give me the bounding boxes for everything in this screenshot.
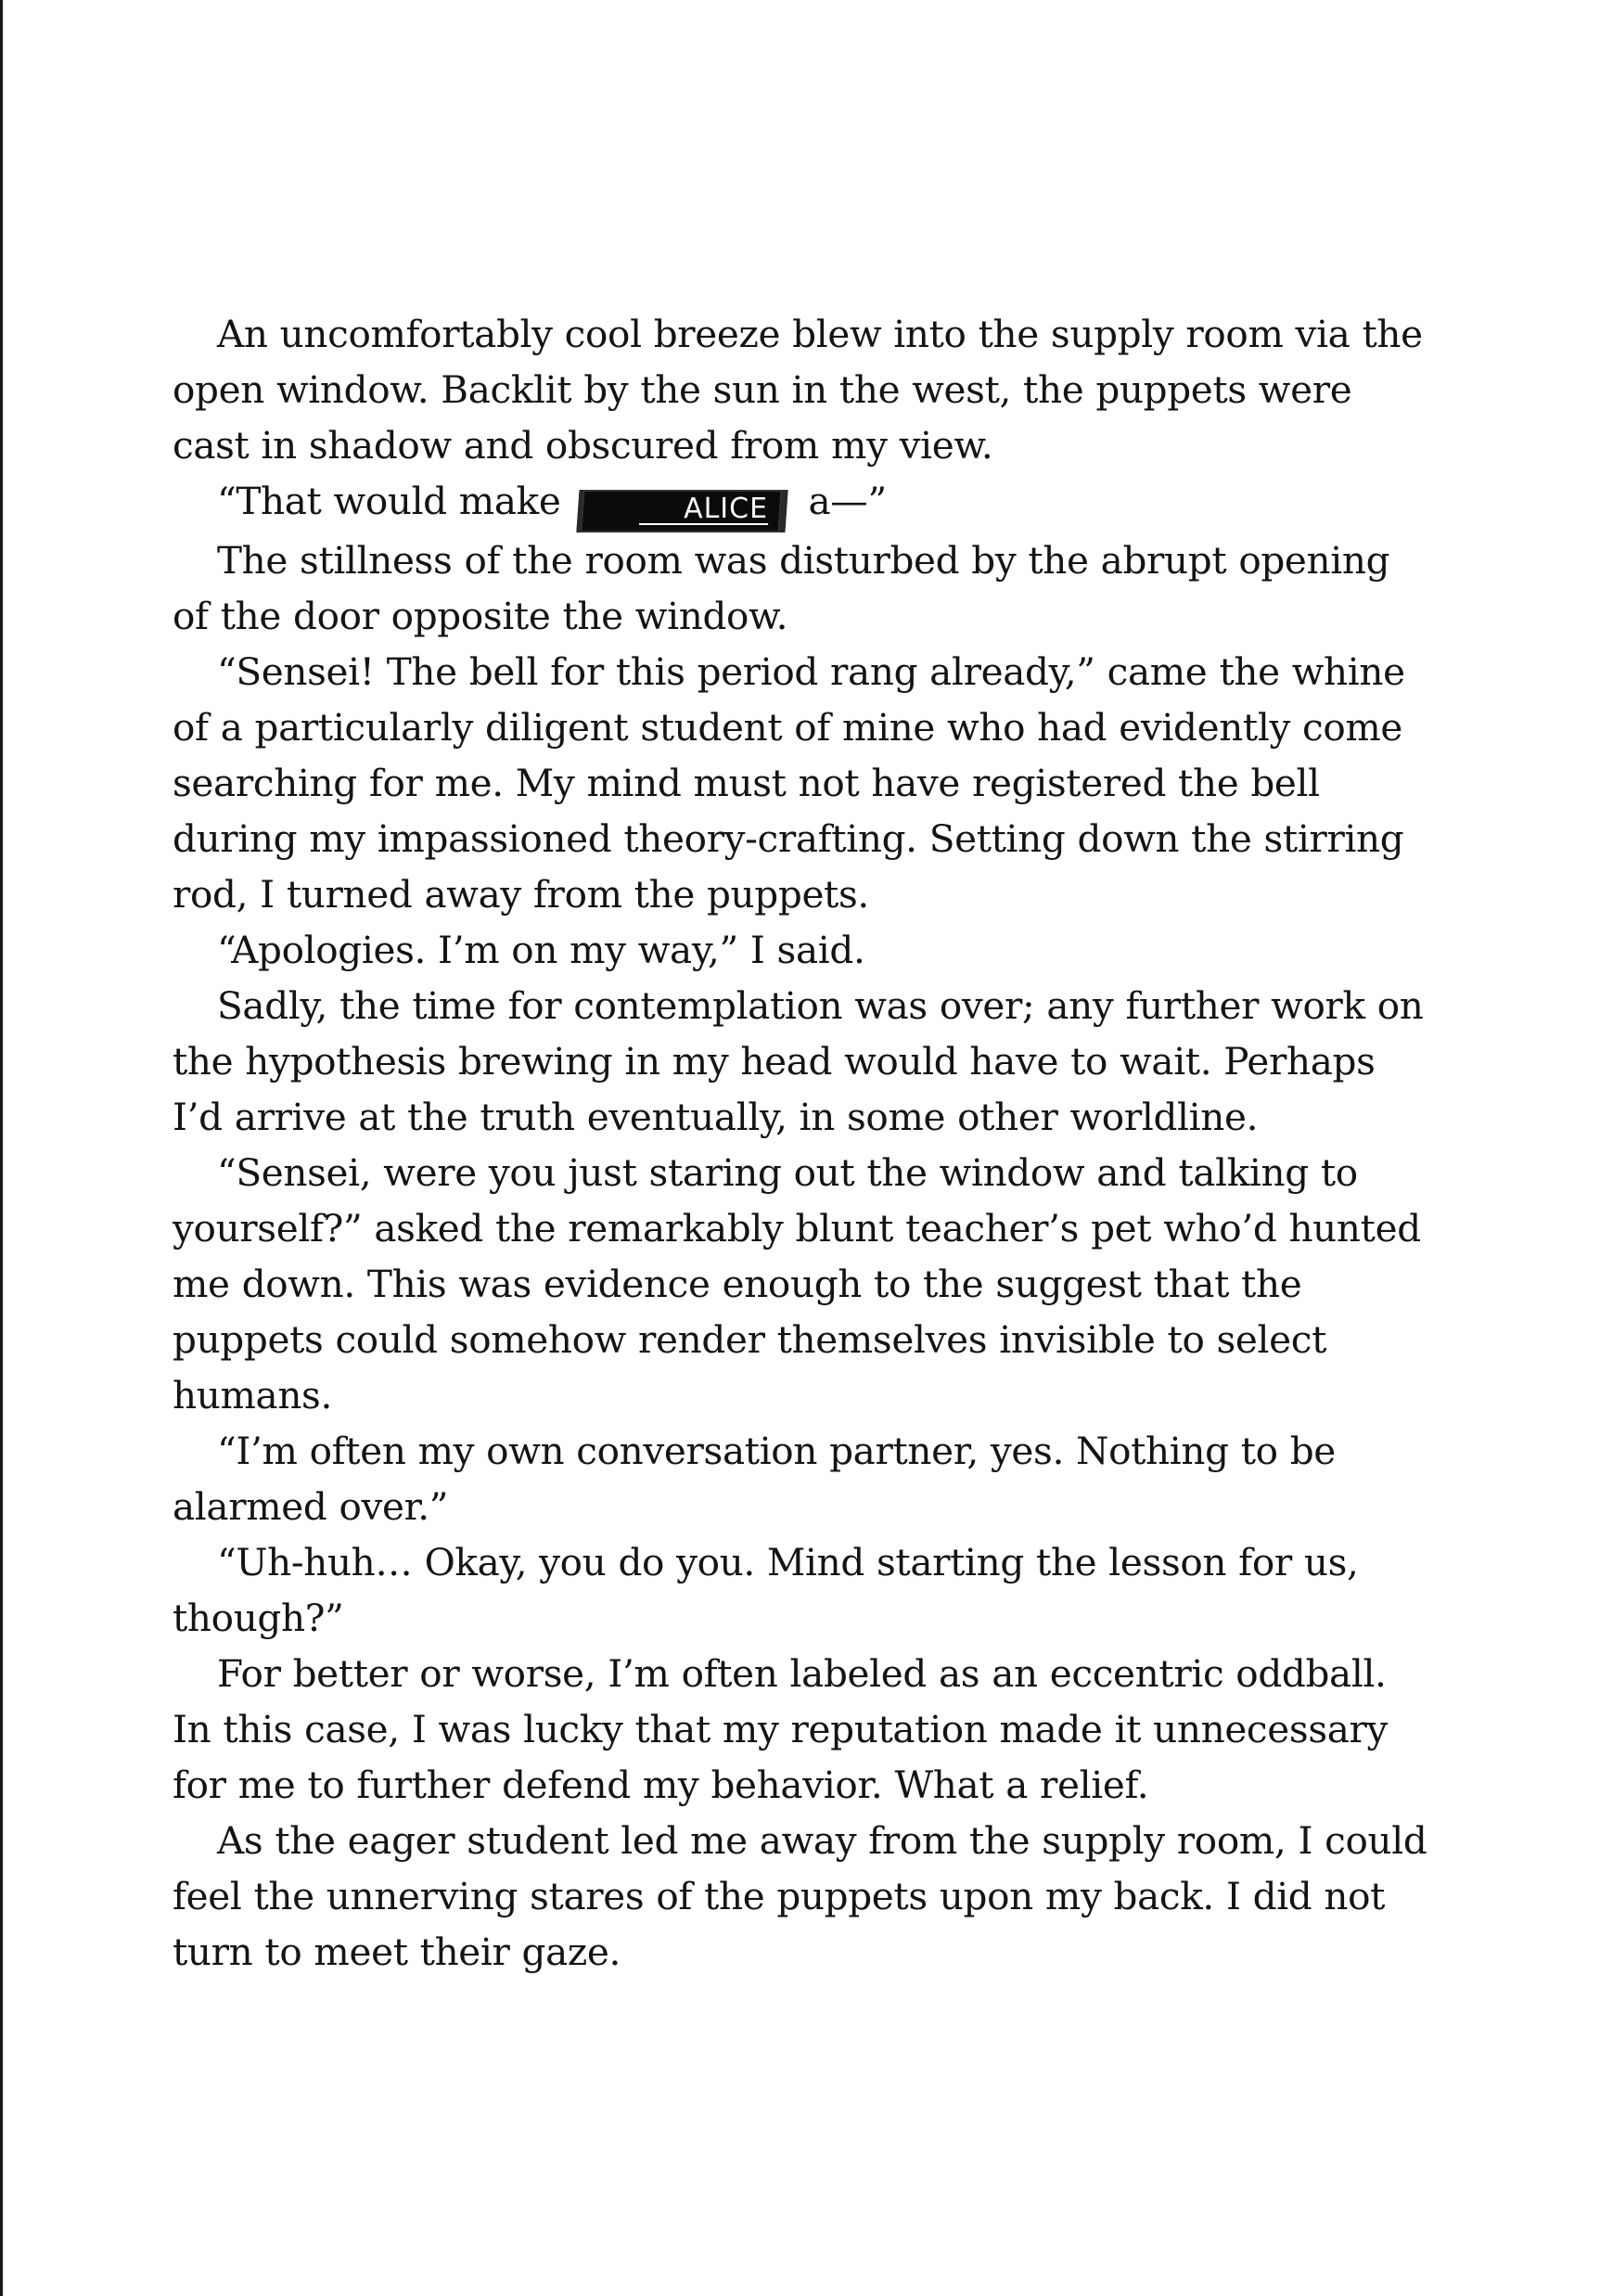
paragraph: For better or worse, I’m often labeled as an eccentric oddball. In this case, I was lucky that my reputation made it unnecessary for me to further defend my behavior. What a relief. xyxy=(173,1651,1389,1807)
paragraph: “Apologies. I’m on my way,” I said. xyxy=(217,928,865,972)
redacted-name-stamp xyxy=(577,490,788,532)
paragraph-text: “That would make xyxy=(217,479,573,523)
paragraph: The stillness of the room was disturbed by the abrupt opening of the door opposite the window. xyxy=(173,538,1390,638)
redacted-name-label: ALICE xyxy=(640,495,769,525)
paragraph: Sadly, the time for contemplation was over; any further work on the hypothesis brewing in my head would have to wait. Perhaps I’d arrive at the truth eventually, in some other worldline. xyxy=(173,983,1424,1139)
paragraph: “I’m often my own conversation partner, yes. Nothing to be alarmed over.” xyxy=(173,1429,1336,1529)
paragraph xyxy=(173,473,1434,532)
paragraph: “Uh-huh… Okay, you do you. Mind starting the lesson for us, though?” xyxy=(173,1540,1359,1640)
paragraph: As the eager student led me away from the supply room, I could feel the unnerving stares of the puppets upon my back. I did not turn to meet their gaze. xyxy=(173,1818,1427,1974)
paragraph: An uncomfortably cool breeze blew into the supply room via the open window. Backlit by the sun in the west, the puppets were cast in shadow and obscured from my view. xyxy=(173,312,1423,468)
page-edge xyxy=(0,0,3,2296)
paragraph: “Sensei! The bell for this period rang already,” came the whine of a particularly diligent student of mine who had evidently come searching for me. My mind must not have registered the bell during my impassioned theory-crafting. Setting down the stirring rod, I turned away from the puppets. xyxy=(173,649,1405,917)
paragraph: “Sensei, were you just staring out the window and talking to yourself?” asked the remarkably blunt teacher’s pet who’d hunted me down. This was evidence enough to the suggest that the puppets could somehow render themselves invisible to select humans. xyxy=(173,1150,1421,1417)
paragraph-text: a—” xyxy=(796,479,887,523)
body-text xyxy=(173,306,1434,1980)
